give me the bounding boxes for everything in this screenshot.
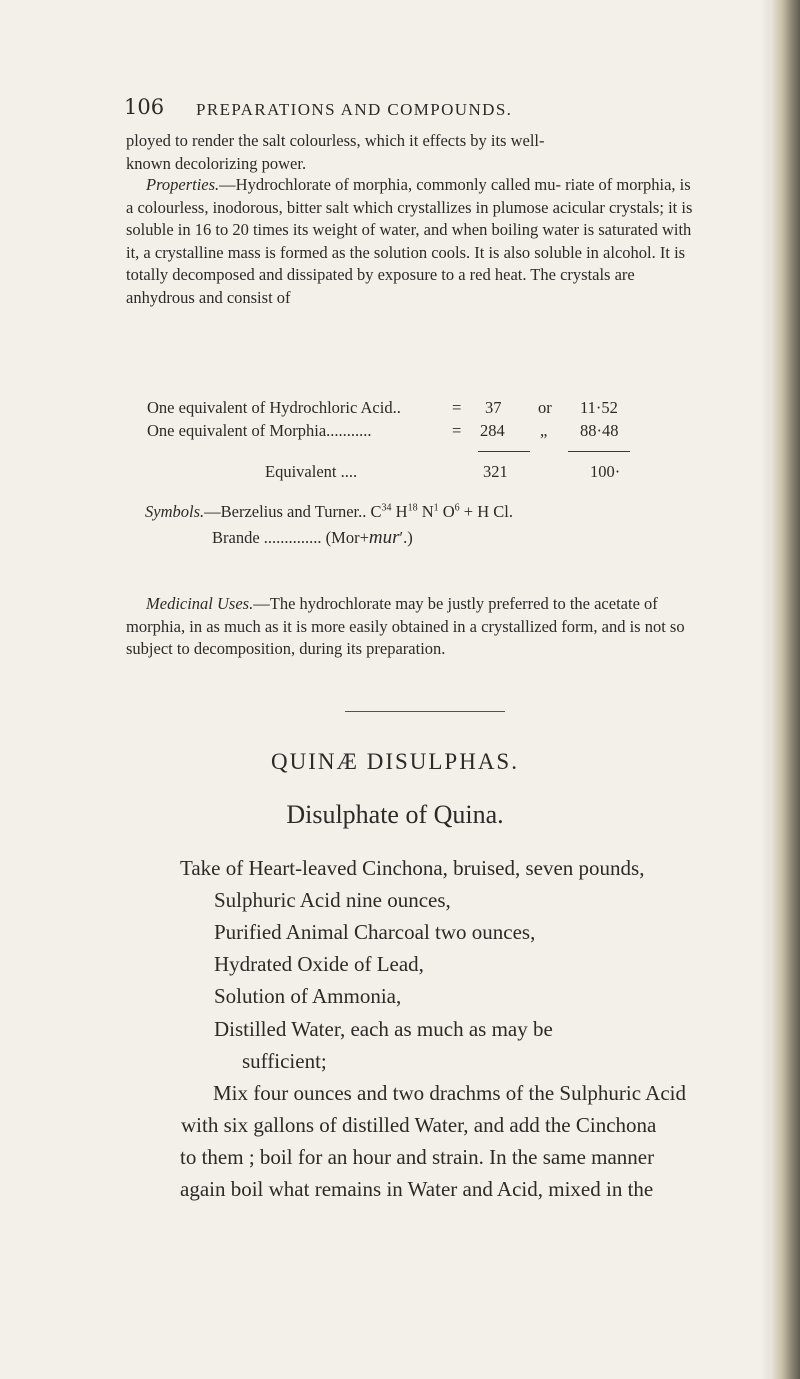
recipe-line-11: again boil what remains in Water and Acid, mixed in the (180, 1177, 654, 1201)
symbols-label: Symbols. (145, 502, 205, 521)
section-title-latin: QUINÆ DISULPHAS. (271, 749, 519, 774)
symbols-source: —Berzelius and Turner.. (204, 502, 367, 521)
composition-row-2-eq: = (452, 421, 462, 440)
composition-row-1-sep: or (538, 398, 552, 417)
recipe-line-1: Take of Heart-leaved Cinchona, bruised, seven pounds, (180, 856, 645, 880)
recipe-line-4: Hydrated Oxide of Lead, (214, 952, 424, 976)
brande-formula: (Mor+mur′.) (325, 527, 413, 548)
page-number: 106 (124, 95, 165, 119)
brande-line: Brande .............. (Mor+mur′.) (212, 527, 413, 548)
composition-row-2-percent: 88·48 (580, 421, 619, 440)
sum-rule-percent (568, 451, 630, 452)
properties-paragraph (126, 174, 696, 309)
page-edge (770, 0, 800, 1379)
composition-row-2-name: One equivalent of Morphia........... (147, 421, 372, 440)
recipe-line-6: Distilled Water, each as much as may be (214, 1017, 553, 1041)
medicinal-label: Medicinal Uses. (146, 594, 254, 613)
composition-row-2-sep: „ (540, 421, 548, 440)
symbols-formula: $C^{34}$ $H^{18}$ $N^1$ $O^6 + H$ Cl. (370, 502, 513, 521)
composition-row-1-value: 37 (485, 398, 502, 417)
total-percent: 100· (590, 462, 621, 481)
total-label: Equivalent .... (265, 462, 358, 481)
total-value: 321 (483, 462, 508, 481)
intro-paragraph (126, 130, 696, 175)
composition-row-1-percent: 11·52 (580, 398, 618, 417)
running-head: PREPARATIONS AND COMPOUNDS. (196, 100, 513, 119)
medicinal-paragraph (126, 593, 696, 661)
medicinal-text: —The hydrochlorate may be justly preferred to the acetate of morphia, in as much as it is more easily obtained in a crystallized form, and is not so subject to decomposition, during its preparation. (126, 594, 685, 658)
intro-line-1: ployed to render the salt colourless, which it effects by its well- (126, 131, 545, 150)
recipe-line-5: Solution of Ammonia, (214, 984, 402, 1008)
page-gutter-shadow (760, 0, 770, 1379)
sum-rule-value (478, 451, 530, 452)
section-divider (345, 711, 505, 712)
properties-label: Properties. (146, 175, 220, 194)
recipe-line-8: Mix four ounces and two drachms of the Sulphuric Acid (213, 1081, 686, 1105)
recipe-line-7: sufficient; (242, 1049, 327, 1073)
recipe-line-9: with six gallons of distilled Water, and add the Cinchona (181, 1113, 657, 1137)
recipe-line-10: to them ; boil for an hour and strain. In the same manner (180, 1145, 655, 1169)
composition-row-1-eq: = (452, 398, 462, 417)
composition-row-1-name: One equivalent of Hydrochloric Acid.. (147, 398, 401, 417)
intro-line-2: known decolorizing power. (126, 153, 307, 173)
recipe-line-2: Sulphuric Acid nine ounces, (214, 888, 451, 912)
symbols-line (145, 502, 513, 522)
properties-text: —Hydrochlorate of morphia, commonly called mu- riate of morphia, is a colourless, inodorous, bitter salt which crystallizes in plumose acicular crystals; it is soluble in 16 to 20 times its weight of water, and when boiling water is saturated with it, a crystalline mass is formed as the solution cools. It is also soluble in alcohol. It is totally decomposed and dissipated by exposure to a red heat. The crystals are anhydrous and consist of (126, 175, 693, 307)
composition-row-2-value: 284 (480, 421, 505, 440)
section-title-english: Disulphate of Quina. (286, 800, 504, 829)
recipe-line-3: Purified Animal Charcoal two ounces, (214, 920, 536, 944)
brande-label: Brande (212, 528, 260, 547)
